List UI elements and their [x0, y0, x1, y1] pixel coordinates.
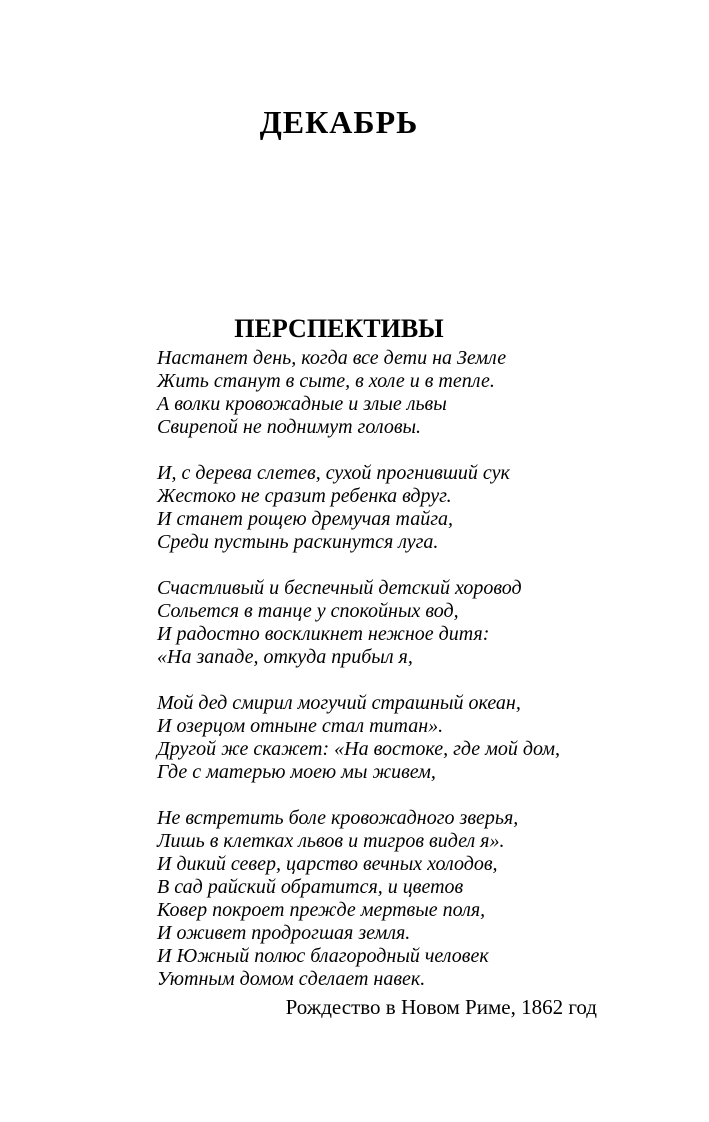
- poem-line: И оживет продрогшая земля.: [157, 922, 411, 944]
- poem-line: «На западе, откуда прибыл я,: [157, 646, 413, 668]
- poem-body: [157, 347, 597, 991]
- poem-line: И дикий север, царство вечных холодов,: [157, 853, 498, 875]
- poem-line: Жить станут в сыте, в холе и в тепле.: [157, 370, 495, 392]
- poem-title: ПЕРСПЕКТИВЫ: [234, 313, 444, 343]
- poem-attribution: Рождество в Новом Риме, 1862 год: [285, 995, 597, 1019]
- poem-line: Ковер покроет прежде мертвые поля,: [157, 899, 486, 921]
- poem-line: Сольется в танце у спокойных вод,: [157, 600, 459, 622]
- poem-line: Свирепой не поднимут головы.: [157, 416, 422, 438]
- poem-line: Где с матерью моею мы живем,: [157, 761, 436, 783]
- poem-line: А волки кровожадные и злые львы: [157, 393, 447, 415]
- stanza: [157, 577, 597, 669]
- poem-line: Счастливый и беспечный детский хоровод: [157, 577, 522, 599]
- poem-line: Лишь в клетках львов и тигров видел я».: [157, 830, 505, 852]
- stanza: [157, 692, 597, 784]
- poem-line: И Южный полюс благородный человек: [157, 945, 489, 967]
- poem-line: Среди пустынь раскинутся луга.: [157, 531, 439, 553]
- poem-line: И, с дерева слетев, сухой прогнивший сук: [157, 462, 510, 484]
- stanza: [157, 347, 597, 439]
- chapter-title: ДЕКАБРЬ: [259, 104, 419, 141]
- poem-line: Не встретить боле кровожадного зверья,: [157, 807, 519, 829]
- poem-line: И озерцом отныне стал титан».: [157, 715, 444, 737]
- poem-line: Мой дед смирил могучий страшный океан,: [157, 692, 521, 714]
- poem-line: В сад райский обратится, и цветов: [157, 876, 464, 898]
- poem-line: Жестоко не сразит ребенка вдруг.: [157, 485, 452, 507]
- poem-line: Уютным домом сделает навек.: [157, 968, 426, 990]
- poem-line: Другой же скажет: «На востоке, где мой дом,: [157, 738, 560, 760]
- stanza: [157, 462, 597, 554]
- poem-line: И станет рощею дремучая тайга,: [157, 508, 454, 530]
- poem-line: Настанет день, когда все дети на Земле: [157, 347, 507, 369]
- poem-line: И радостно воскликнет нежное дитя:: [157, 623, 490, 645]
- stanza: [157, 807, 597, 991]
